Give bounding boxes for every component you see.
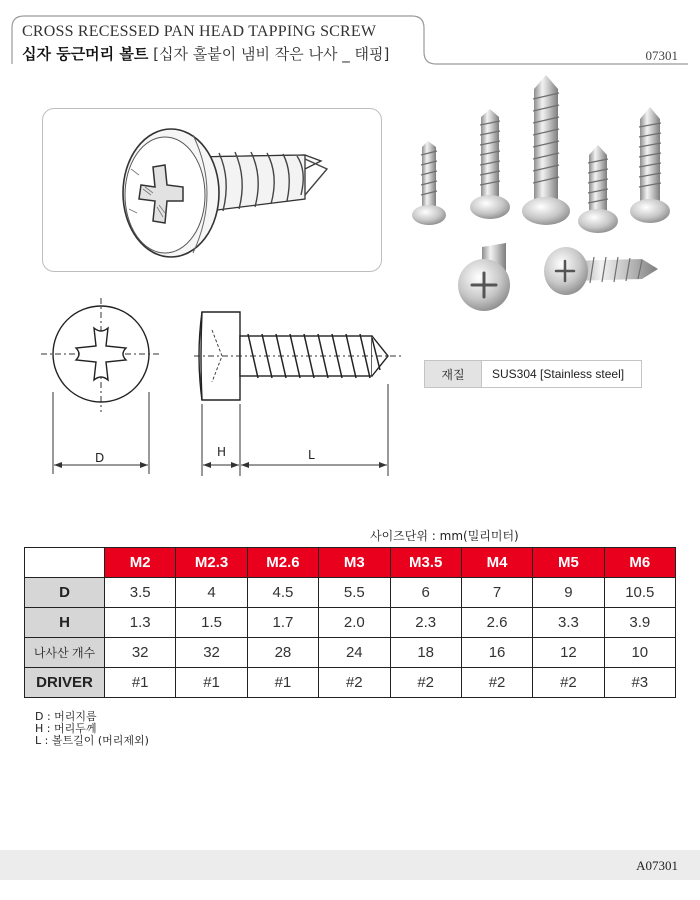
- size-col-header: M3: [319, 548, 390, 578]
- size-table: [24, 547, 676, 698]
- size-table-header-row: [25, 548, 676, 578]
- table-row: [25, 668, 676, 698]
- table-cell: 3.3: [533, 608, 604, 638]
- table-cell: 2.6: [461, 608, 532, 638]
- footer-bar: [0, 850, 700, 880]
- note-line: D : 머리지름: [35, 710, 97, 723]
- table-cell: 4.5: [247, 578, 318, 608]
- screw-photo-5: [630, 107, 670, 223]
- table-cell: #2: [319, 668, 390, 698]
- row-label: 나사산 개수: [25, 638, 105, 668]
- table-cell: #1: [247, 668, 318, 698]
- material-spec: [424, 360, 642, 388]
- table-cell: 28: [247, 638, 318, 668]
- size-col-header: M5: [533, 548, 604, 578]
- table-cell: 7: [461, 578, 532, 608]
- title-korean: [22, 43, 389, 64]
- footer-product-code: A07301: [636, 858, 678, 873]
- screw-photo-6: [458, 243, 510, 311]
- table-cell: #1: [176, 668, 247, 698]
- title-korean-main: 십자 둥근머리 볼트: [22, 45, 149, 63]
- table-row: [25, 608, 676, 638]
- table-cell: 32: [176, 638, 247, 668]
- note-line: L : 볼트길이 (머리제외): [35, 734, 149, 747]
- closeup-sketch-panel: [42, 108, 382, 272]
- screw-photo-2: [470, 109, 510, 219]
- product-photo-group: [410, 75, 690, 315]
- size-col-header: M4: [461, 548, 532, 578]
- table-row: [25, 638, 676, 668]
- row-label: DRIVER: [25, 668, 105, 698]
- table-cell: 2.0: [319, 608, 390, 638]
- row-label: D: [25, 578, 105, 608]
- product-code: 07301: [645, 48, 678, 63]
- table-cell: 24: [319, 638, 390, 668]
- dimension-label-d: D: [95, 451, 105, 465]
- table-cell: 32: [105, 638, 176, 668]
- table-cell: 18: [390, 638, 461, 668]
- table-cell: 5.5: [319, 578, 390, 608]
- screw-sketch-illustration: [43, 109, 381, 271]
- size-col-header: M2.3: [176, 548, 247, 578]
- note-line: H : 머리두께: [35, 722, 97, 735]
- table-cell: 1.3: [105, 608, 176, 638]
- screw-photo-7: [544, 247, 658, 295]
- size-col-header: M6: [604, 548, 675, 578]
- title-korean-sub: [십자 홀붙이 냄비 작은 나사 _ 태핑]: [153, 45, 390, 63]
- table-cell: 3.9: [604, 608, 675, 638]
- table-cell: #2: [461, 668, 532, 698]
- screw-photo-4: [578, 145, 618, 233]
- screw-photo-1: [412, 141, 446, 225]
- size-col-header: M3.5: [390, 548, 461, 578]
- dimension-label-l: L: [308, 448, 315, 462]
- table-cell: #1: [105, 668, 176, 698]
- screw-photo-3: [522, 75, 570, 225]
- table-cell: #2: [390, 668, 461, 698]
- table-cell: 1.7: [247, 608, 318, 638]
- table-cell: 1.5: [176, 608, 247, 638]
- dimension-notes: [35, 711, 149, 747]
- table-cell: 10.5: [604, 578, 675, 608]
- table-cell: #3: [604, 668, 675, 698]
- table-row: [25, 578, 676, 608]
- table-cell: 2.3: [390, 608, 461, 638]
- table-cell: 3.5: [105, 578, 176, 608]
- size-unit-note: 사이즈단위 : mm(밀리미터): [370, 529, 519, 543]
- size-col-header: M2.6: [247, 548, 318, 578]
- material-value: SUS304 [Stainless steel]: [492, 367, 625, 381]
- dimension-label-h: H: [217, 445, 227, 459]
- table-cell: 4: [176, 578, 247, 608]
- material-label: 재질: [425, 361, 482, 387]
- table-cell: #2: [533, 668, 604, 698]
- table-cell: 16: [461, 638, 532, 668]
- row-label: H: [25, 608, 105, 638]
- title-english: CROSS RECESSED PAN HEAD TAPPING SCREW: [22, 23, 377, 40]
- size-col-header: M2: [105, 548, 176, 578]
- table-cell: 10: [604, 638, 675, 668]
- table-cell: 9: [533, 578, 604, 608]
- table-cell: 12: [533, 638, 604, 668]
- table-cell: 6: [390, 578, 461, 608]
- size-table-corner: [25, 548, 105, 578]
